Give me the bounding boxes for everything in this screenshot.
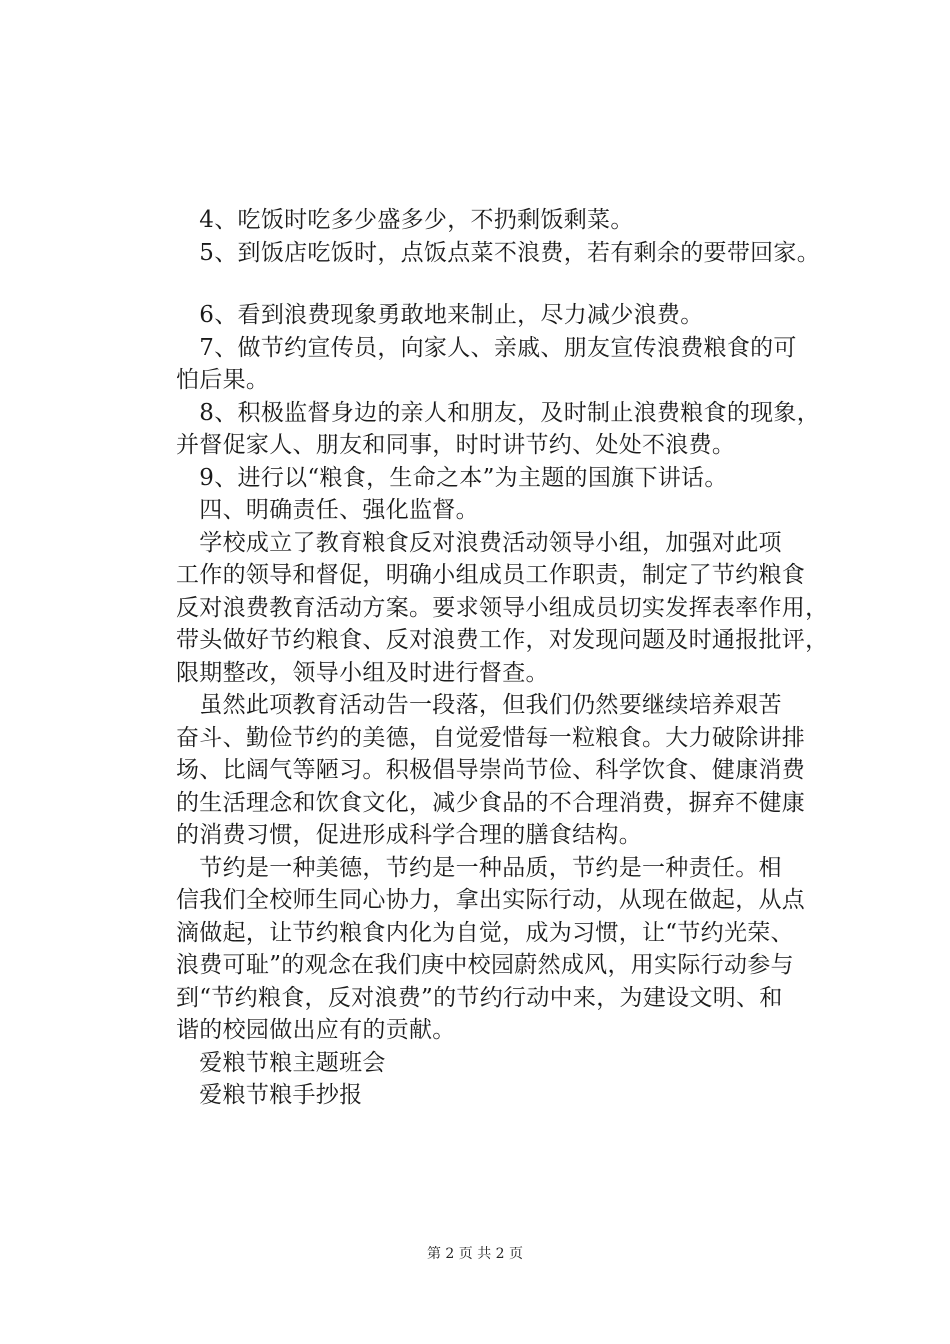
text-line: 爱粮节粮主题班会 — [176, 1049, 386, 1076]
text-line: 虽然此项教育活动告一段落，但我们仍然要继续培养艰苦 — [176, 692, 782, 718]
paragraph-group-1 — [176, 204, 834, 269]
text-line: 怕后果。 — [176, 367, 270, 393]
text-line: 8、积极监督身边的亲人和朋友，及时制止浪费粮食的现象， — [176, 399, 821, 426]
text-line: 节约是一种美德，节约是一种品质，节约是一种责任。相 — [176, 854, 782, 881]
text-line: 带头做好节约粮食、反对浪费工作，对发现问题及时通报批评， — [176, 627, 829, 653]
text-line: 并督促家人、朋友和同事，时时讲节约、处处不浪费。 — [176, 432, 736, 458]
paragraph-group-2 — [176, 299, 834, 1112]
text-line: 的生活理念和饮食文化，减少食品的不合理消费，摒弃不健康 — [176, 789, 806, 816]
text-line: 谐的校园做出应有的贡献。 — [176, 1017, 456, 1043]
text-line: 到“节约粮食，反对浪费”的节约行动中来，为建设文明、和 — [176, 984, 783, 1011]
text-line: 的消费习惯，促进形成科学合理的膳食结构。 — [176, 822, 642, 848]
text-line: 4、吃饭时吃多少盛多少，不扔剩饭剩菜。 — [176, 207, 634, 233]
text-line: 限期整改，领导小组及时进行督查。 — [176, 659, 549, 686]
text-line: 滴做起，让节约粮食内化为自觉，成为习惯，让“节约光荣、 — [176, 919, 794, 946]
text-line: 爱粮节粮手抄报 — [176, 1082, 363, 1108]
page-footer: 第 2 页 共 2 页 — [426, 1246, 524, 1262]
text-line: 学校成立了教育粮食反对浪费活动领导小组，加强对此项 — [176, 529, 782, 556]
text-line: 信我们全校师生同心协力，拿出实际行动，从现在做起，从点 — [176, 887, 806, 913]
text-line: 7、做节约宣传员，向家人、亲戚、朋友宣传浪费粮食的可 — [176, 334, 797, 361]
text-line: 6、看到浪费现象勇敢地来制止，尽力减少浪费。 — [176, 302, 704, 328]
document-body — [176, 204, 834, 1112]
text-line: 奋斗、勤俭节约的美德，自觉爱惜每一粒粮食。大力破除讲排 — [176, 724, 806, 751]
text-line: 9、进行以“粮食，生命之本”为主题的国旗下讲话。 — [176, 464, 728, 491]
text-line: 浪费可耻”的观念在我们庚中校园蔚然成风，用实际行动参与 — [176, 952, 794, 978]
text-line: 反对浪费教育活动方案。要求领导小组成员切实发挥表率作用， — [176, 594, 829, 621]
text-line: 5、到饭店吃饭时，点饭点菜不浪费，若有剩余的要带回家。 — [176, 239, 821, 266]
text-line: 场、比阔气等陋习。积极倡导崇尚节俭、科学饮食、健康消费 — [176, 757, 806, 783]
paragraph-gap — [176, 269, 834, 299]
text-line: 四、明确责任、强化监督。 — [176, 497, 479, 523]
text-line: 工作的领导和督促，明确小组成员工作职责，制定了节约粮食 — [176, 562, 806, 588]
